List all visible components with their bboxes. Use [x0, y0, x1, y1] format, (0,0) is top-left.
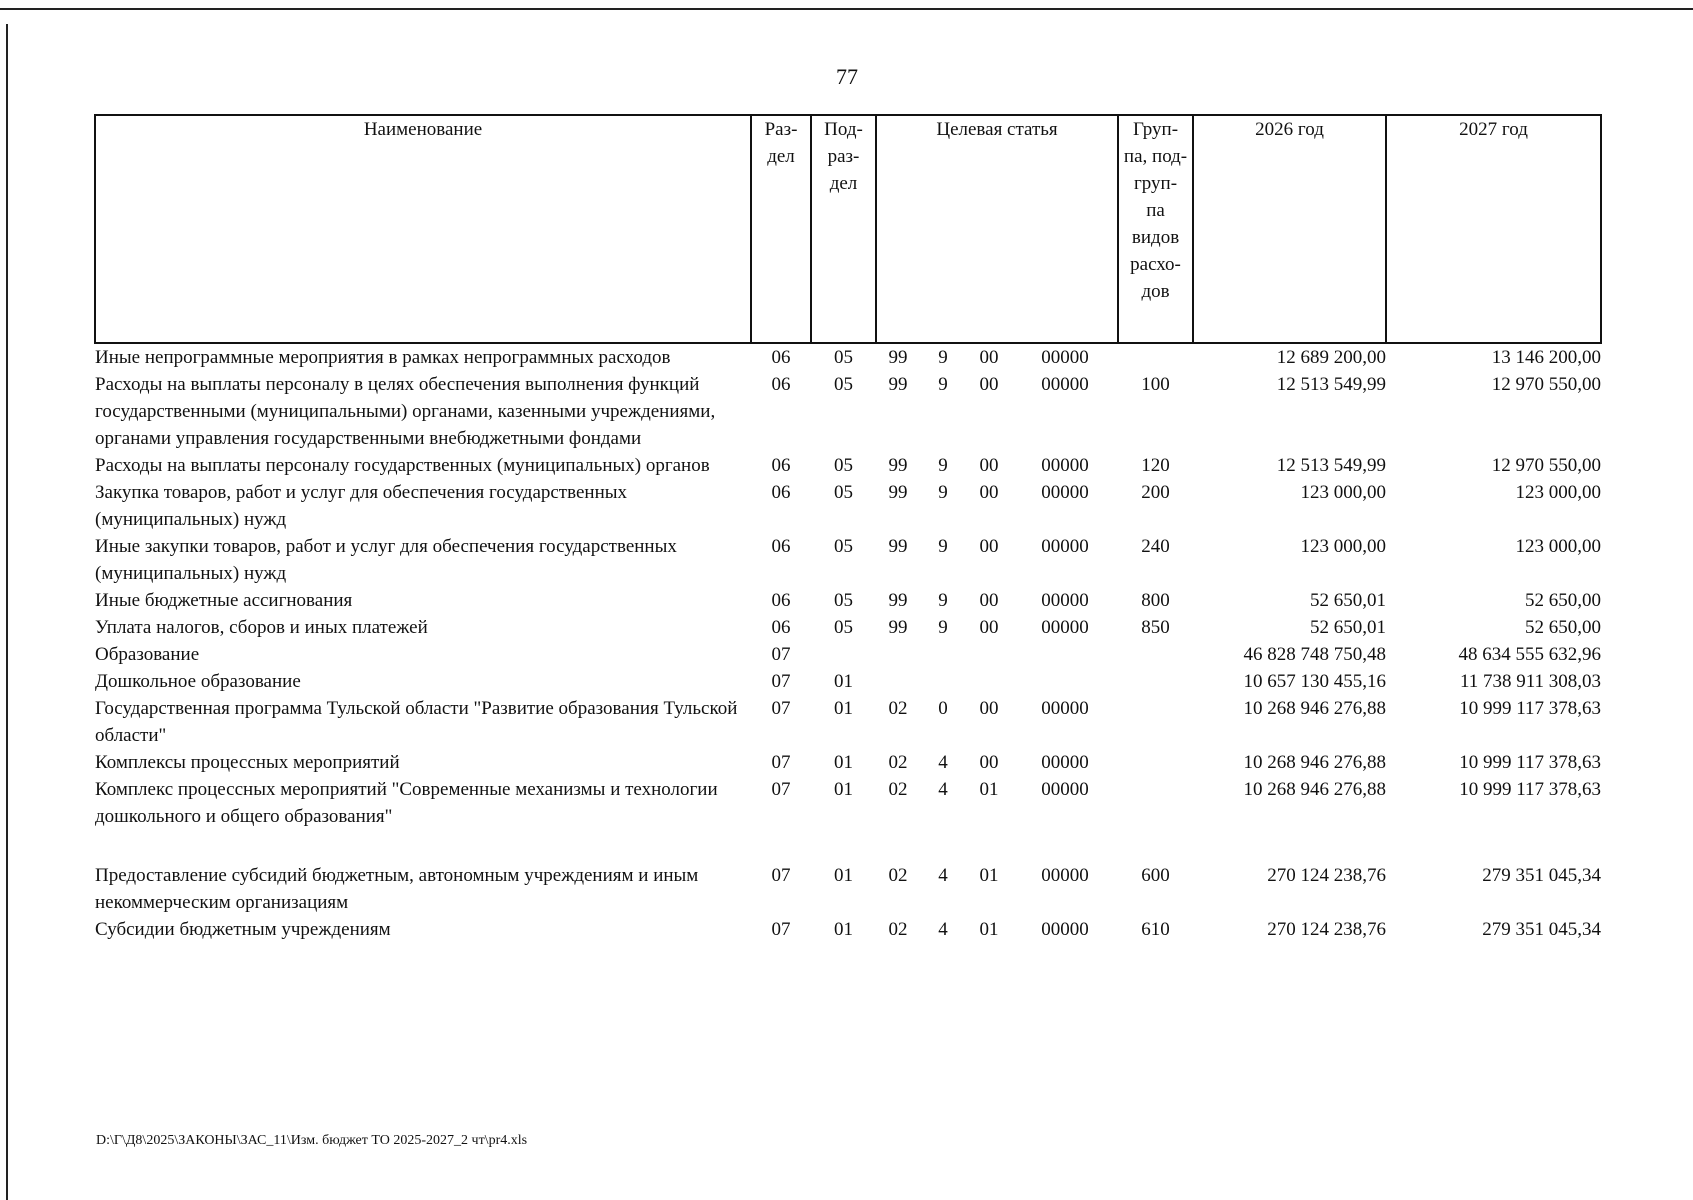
header-razdel: Раз- дел — [751, 115, 811, 343]
cell-cs4: 00000 — [1041, 865, 1089, 886]
cell-y2026: 12 689 200,00 — [1276, 347, 1387, 368]
cell-name: Иные бюджетные ассигнования — [95, 590, 353, 611]
cell-podrazdel — [811, 641, 876, 668]
cell-name: Уплата налогов, сборов и иных платежей — [95, 617, 428, 638]
cell-cs2: 9 — [938, 347, 948, 368]
cell-podrazdel: 05 — [834, 455, 853, 476]
cell-razdel: 06 — [771, 536, 791, 557]
cell-y2026: 10 268 946 276,88 — [1243, 698, 1387, 719]
table-row — [95, 749, 1601, 776]
cell-vr — [1118, 695, 1193, 749]
cell-cs1: 02 — [888, 865, 908, 886]
cell-vr — [1118, 641, 1193, 668]
cell-y2027: 123 000,00 — [1515, 482, 1602, 503]
cell-name: Расходы на выплаты персоналу в целях обеспечения выполнения функций государственными (муниципальными) органами, казенными учреждениями, органами управления государственными внебюджетными фондами — [95, 374, 716, 449]
cell-cs4: 00000 — [1041, 698, 1089, 719]
cell-vr — [1118, 343, 1193, 371]
cell-y2026: 10 268 946 276,88 — [1243, 752, 1387, 773]
cell-cs3: 00 — [979, 455, 999, 476]
cell-cs3: 01 — [979, 919, 999, 940]
cell-cs2: 9 — [938, 374, 948, 395]
cell-vr: 100 — [1141, 374, 1170, 395]
cell-cs3: 00 — [979, 536, 999, 557]
cell-cs2: 9 — [938, 617, 948, 638]
header-2026: 2026 год — [1193, 115, 1386, 343]
scan-border-top — [0, 8, 1693, 10]
page-number: 77 — [836, 64, 858, 89]
table-row — [95, 614, 1601, 641]
cell-y2027: 52 650,00 — [1525, 617, 1602, 638]
cell-cs3: 00 — [979, 698, 999, 719]
cell-y2027: 123 000,00 — [1515, 536, 1602, 557]
cell-razdel: 07 — [771, 644, 791, 665]
cell-cs1: 02 — [888, 752, 908, 773]
cell-y2027: 279 351 045,34 — [1482, 919, 1602, 940]
cell-vr: 800 — [1141, 590, 1170, 611]
cell-cs4 — [1012, 641, 1118, 668]
cell-podrazdel: 01 — [834, 779, 853, 800]
table-row — [95, 695, 1601, 749]
cell-y2027: 12 970 550,00 — [1491, 374, 1602, 395]
cell-cs1: 99 — [888, 536, 908, 557]
cell-y2026: 270 124 238,76 — [1267, 919, 1387, 940]
cell-vr: 850 — [1141, 617, 1170, 638]
cell-y2027: 10 999 117 378,63 — [1459, 698, 1602, 719]
table-row — [95, 916, 1601, 943]
cell-cs4: 00000 — [1041, 455, 1089, 476]
cell-cs2: 4 — [938, 919, 948, 940]
cell-y2026: 123 000,00 — [1300, 536, 1387, 557]
scan-border-left — [6, 24, 8, 1200]
cell-vr — [1118, 776, 1193, 862]
cell-cs1: 99 — [888, 590, 908, 611]
cell-cs2: 0 — [938, 698, 948, 719]
cell-podrazdel: 05 — [834, 347, 853, 368]
cell-cs1: 02 — [888, 919, 908, 940]
cell-cs3: 01 — [979, 779, 999, 800]
cell-cs1: 99 — [888, 374, 908, 395]
cell-cs4: 00000 — [1041, 590, 1089, 611]
cell-cs2: 9 — [938, 536, 948, 557]
cell-podrazdel: 05 — [834, 374, 853, 395]
cell-cs1: 02 — [888, 698, 908, 719]
cell-podrazdel: 01 — [834, 752, 853, 773]
cell-cs4: 00000 — [1041, 919, 1089, 940]
cell-y2027: 10 999 117 378,63 — [1459, 752, 1602, 773]
cell-cs4: 00000 — [1041, 347, 1089, 368]
cell-vr: 240 — [1141, 536, 1170, 557]
table-header — [95, 115, 1601, 343]
cell-y2027: 12 970 550,00 — [1491, 455, 1602, 476]
cell-razdel: 07 — [771, 865, 791, 886]
table-body — [95, 343, 1601, 943]
cell-cs1: 99 — [888, 455, 908, 476]
cell-cs3: 00 — [979, 590, 999, 611]
cell-podrazdel: 05 — [834, 536, 853, 557]
table-row — [95, 641, 1601, 668]
cell-name: Расходы на выплаты персоналу государственных (муниципальных) органов — [95, 455, 710, 476]
table-row — [95, 862, 1601, 916]
cell-cs3: 00 — [979, 752, 999, 773]
cell-cs3 — [966, 641, 1012, 668]
table-row — [95, 371, 1601, 452]
cell-name: Образование — [95, 644, 200, 665]
cell-razdel: 07 — [771, 752, 791, 773]
cell-cs2 — [920, 668, 966, 695]
cell-podrazdel: 01 — [834, 865, 853, 886]
cell-podrazdel: 01 — [834, 698, 853, 719]
cell-y2027: 48 634 555 632,96 — [1458, 644, 1602, 665]
cell-podrazdel: 01 — [834, 919, 853, 940]
cell-cs1 — [876, 641, 920, 668]
footer-file-path: D:\Г\Д8\2025\ЗАКОНЫ\ЗАС_11\Изм. бюджет ТО 2025-2027_2 чт\pr4.xls — [96, 1133, 528, 1148]
header-2027: 2027 год — [1386, 115, 1601, 343]
cell-cs3: 00 — [979, 617, 999, 638]
cell-podrazdel: 05 — [834, 590, 853, 611]
header-podrazdel: Под- раз- дел — [811, 115, 876, 343]
cell-cs2: 9 — [938, 482, 948, 503]
cell-razdel: 07 — [771, 919, 791, 940]
cell-y2027: 279 351 045,34 — [1482, 865, 1602, 886]
table-row — [95, 479, 1601, 533]
cell-podrazdel: 05 — [834, 617, 853, 638]
cell-y2026: 52 650,01 — [1310, 617, 1387, 638]
cell-y2026: 10 657 130 455,16 — [1243, 671, 1387, 692]
cell-vr: 120 — [1141, 455, 1170, 476]
cell-name: Иные закупки товаров, работ и услуг для обеспечения государственных (муниципальных) нужд — [95, 536, 677, 584]
table-row — [95, 452, 1601, 479]
cell-razdel: 06 — [771, 455, 791, 476]
cell-cs3: 01 — [979, 865, 999, 886]
cell-vr: 600 — [1141, 865, 1170, 886]
cell-podrazdel: 05 — [834, 482, 853, 503]
cell-y2026: 10 268 946 276,88 — [1243, 779, 1387, 800]
cell-cs4 — [1012, 668, 1118, 695]
cell-razdel: 06 — [771, 374, 791, 395]
cell-cs2: 9 — [938, 455, 948, 476]
cell-y2027: 52 650,00 — [1525, 590, 1602, 611]
table-row — [95, 668, 1601, 695]
cell-name: Иные непрограммные мероприятия в рамках непрограммных расходов — [95, 347, 671, 368]
cell-name: Субсидии бюджетным учреждениям — [95, 919, 391, 940]
cell-cs1: 02 — [888, 779, 908, 800]
cell-name: Государственная программа Тульской области "Развитие образования Тульской области" — [95, 698, 738, 746]
table-row — [95, 776, 1601, 862]
cell-razdel: 07 — [771, 671, 791, 692]
cell-razdel: 06 — [771, 590, 791, 611]
cell-y2027: 10 999 117 378,63 — [1459, 779, 1602, 800]
cell-cs2 — [920, 641, 966, 668]
cell-name: Предоставление субсидий бюджетным, автономным учреждениям и иным некоммерческим организациям — [95, 865, 699, 913]
cell-cs3: 00 — [979, 374, 999, 395]
header-gruppa-vr: Груп- па, под- груп- па видов расхо- дов — [1118, 115, 1193, 343]
cell-y2026: 123 000,00 — [1300, 482, 1387, 503]
cell-cs2: 4 — [938, 779, 948, 800]
cell-name: Комплекс процессных мероприятий "Современные механизмы и технологии дошкольного и общего образования" — [95, 779, 718, 827]
cell-razdel: 07 — [771, 779, 791, 800]
cell-cs1: 99 — [888, 617, 908, 638]
cell-cs3: 00 — [979, 482, 999, 503]
cell-vr: 610 — [1141, 919, 1170, 940]
cell-y2026: 270 124 238,76 — [1267, 865, 1387, 886]
cell-cs4: 00000 — [1041, 536, 1089, 557]
cell-cs2: 4 — [938, 752, 948, 773]
cell-razdel: 06 — [771, 347, 791, 368]
table-row — [95, 343, 1601, 371]
cell-razdel: 06 — [771, 482, 791, 503]
cell-y2026: 12 513 549,99 — [1276, 455, 1387, 476]
cell-cs4: 00000 — [1041, 617, 1089, 638]
header-name: Наименование — [95, 115, 751, 343]
cell-cs1 — [876, 668, 920, 695]
cell-razdel: 06 — [771, 617, 791, 638]
cell-cs4: 00000 — [1041, 779, 1089, 800]
cell-vr — [1118, 668, 1193, 695]
cell-name: Комплексы процессных мероприятий — [95, 752, 400, 773]
cell-name: Дошкольное образование — [95, 671, 301, 692]
table-row — [95, 587, 1601, 614]
cell-razdel: 07 — [771, 698, 791, 719]
cell-podrazdel: 01 — [834, 671, 853, 692]
cell-cs1: 99 — [888, 482, 908, 503]
cell-cs4: 00000 — [1041, 752, 1089, 773]
cell-y2027: 13 146 200,00 — [1491, 347, 1602, 368]
budget-table — [94, 114, 1602, 943]
cell-cs2: 4 — [938, 865, 948, 886]
cell-cs4: 00000 — [1041, 482, 1089, 503]
header-celevaya-statya: Целевая статья — [876, 115, 1118, 343]
cell-cs3 — [966, 668, 1012, 695]
cell-cs3: 00 — [979, 347, 999, 368]
cell-y2026: 46 828 748 750,48 — [1243, 644, 1387, 665]
table-row — [95, 533, 1601, 587]
cell-cs1: 99 — [888, 347, 908, 368]
cell-y2026: 52 650,01 — [1310, 590, 1387, 611]
cell-y2027: 11 738 911 308,03 — [1459, 671, 1602, 692]
cell-vr — [1118, 749, 1193, 776]
cell-cs4: 00000 — [1041, 374, 1089, 395]
cell-cs2: 9 — [938, 590, 948, 611]
cell-y2026: 12 513 549,99 — [1276, 374, 1387, 395]
cell-vr: 200 — [1141, 482, 1170, 503]
cell-name: Закупка товаров, работ и услуг для обеспечения государственных (муниципальных) нужд — [95, 482, 628, 530]
